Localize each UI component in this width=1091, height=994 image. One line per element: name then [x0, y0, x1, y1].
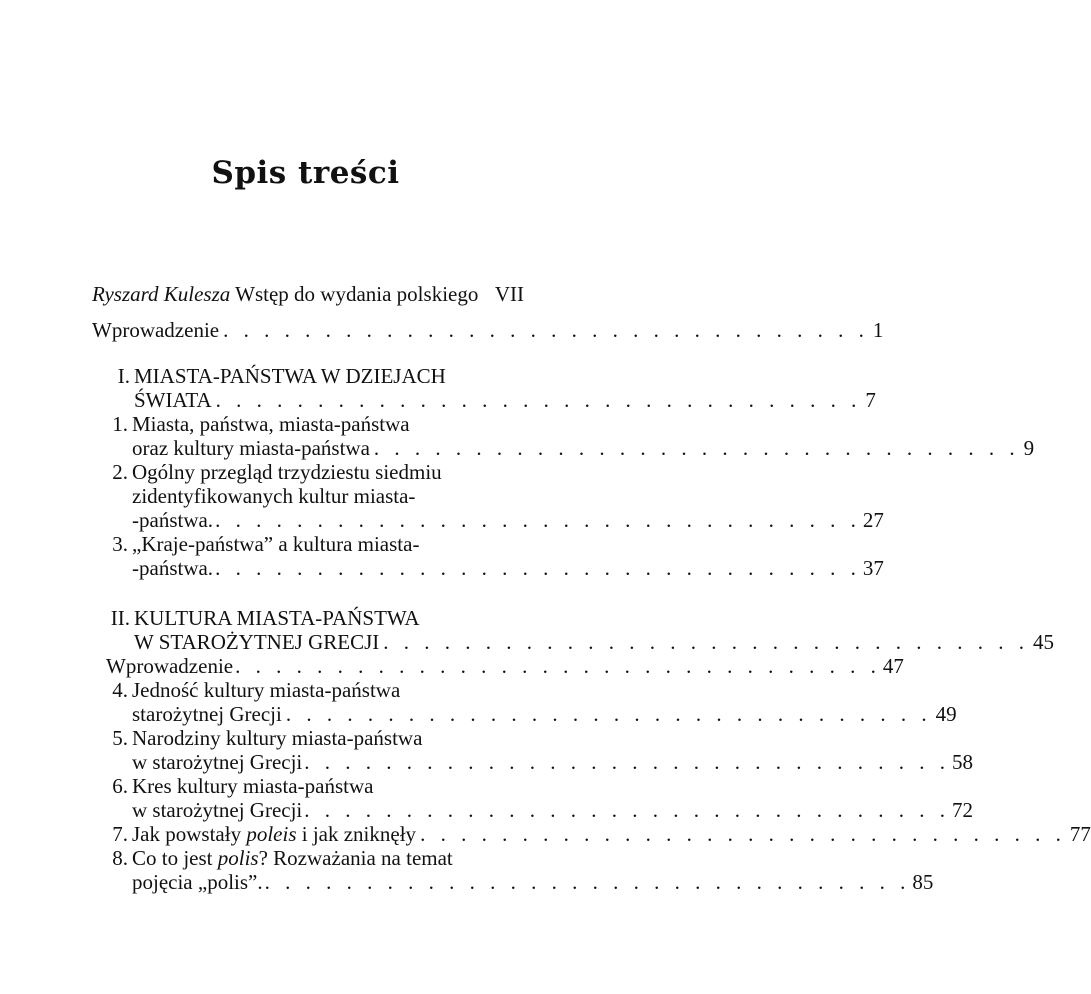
dot-leader: . . . . . . . . . . . . . . . . . . . . . . . . . . . . . . . .: [285, 702, 932, 726]
toc-chapter-6[interactable]: [92, 774, 974, 822]
chapter-number: 8.: [112, 846, 128, 870]
page-number: VII: [494, 282, 524, 306]
part-title-line2: W STAROŻYTNEJ GRECJI: [134, 630, 380, 654]
chapter-title-line: Narodziny kultury miasta-państwa: [132, 726, 423, 750]
foreword-author: Ryszard Kulesza: [92, 282, 231, 306]
toc-entry-introduction[interactable]: [92, 318, 884, 342]
chapter-number: 7.: [112, 822, 128, 846]
part-title-line1: KULTURA MIASTA-PAŃSTWA: [134, 606, 420, 630]
chapter-title-line: Kres kultury miasta-państwa: [132, 774, 374, 798]
dot-leader: . . . . . . . . . . . . . . . . . . . . . . . . . . . . . . . .: [215, 388, 862, 412]
part-numeral: II.: [110, 606, 130, 630]
chapter-title-line: Ogólny przegląd trzydziestu siedmiu: [132, 460, 442, 484]
dot-leader: . . . . . . . . . . . . . . . . . . . . . . . . . . . . . . . .: [420, 822, 1066, 846]
chapter-title-line: -państwa.: [132, 556, 214, 580]
toc-chapter-1[interactable]: [92, 412, 1035, 460]
chapter-title-line: Miasta, państwa, miasta-państwa: [132, 412, 410, 436]
chapter-title-line: „Kraje-państwa” a kultura miasta-: [132, 532, 420, 556]
page-number: 72: [952, 798, 974, 822]
page-number: 85: [912, 870, 934, 894]
chapter-number: 1.: [112, 412, 128, 436]
dot-leader: . . . . . . . . . . . . . . . . . . . . . . . . . . . . . . . .: [264, 870, 911, 894]
table-of-contents: [92, 282, 1091, 894]
page-number: 77: [1069, 822, 1091, 846]
chapter-title-line: pojęcia „polis”.: [132, 870, 263, 894]
toc-part-2[interactable]: [92, 606, 1055, 654]
chapter-number: 4.: [112, 678, 128, 702]
chapter-title-italic: poleis: [246, 822, 297, 846]
chapter-number: 6.: [112, 774, 128, 798]
page-number: 45: [1033, 630, 1055, 654]
chapter-title-part: Jak powstały: [132, 822, 247, 846]
dot-leader: . . . . . . . . . . . . . . . . . . . . . . . . . . . . . . . .: [373, 436, 1020, 460]
chapter-title-line: oraz kultury miasta-państwa: [132, 436, 370, 460]
page-number: 58: [952, 750, 974, 774]
chapter-title-line: w starożytnej Grecji: [132, 798, 303, 822]
page-number: 37: [862, 556, 884, 580]
chapter-title-line: starożytnej Grecji: [132, 702, 282, 726]
chapter-number: 5.: [112, 726, 128, 750]
dot-leader: . . . . . . . . . . . . . . . . . . . . . . . . . . . . . . . .: [215, 508, 861, 532]
chapter-title-part: Co to jest: [132, 846, 218, 870]
toc-part-1[interactable]: [92, 364, 876, 412]
entry-title: Wprowadzenie: [92, 318, 220, 342]
toc-chapter-5[interactable]: [92, 726, 974, 774]
page-number: 1: [872, 318, 884, 342]
chapter-number: 2.: [112, 460, 128, 484]
part-title-line2: ŚWIATA: [134, 388, 212, 412]
page-title: Spis treści: [211, 155, 400, 191]
page-number: 49: [935, 702, 957, 726]
foreword-title: Wstęp do wydania polskiego: [235, 282, 479, 306]
chapter-title-italic: polis: [217, 846, 259, 870]
dot-leader: . . . . . . . . . . . . . . . . . . . . . . . . . . . . . . . .: [215, 556, 861, 580]
dot-leader: . . . . . . . . . . . . . . . . . . . . . . . . . . . . . . . .: [383, 630, 1030, 654]
chapter-title-line: Jedność kultury miasta-państwa: [132, 678, 401, 702]
toc-chapter-3[interactable]: [92, 532, 884, 580]
dot-leader: . . . . . . . . . . . . . . . . . . . . . . . . . . . . . . . .: [223, 318, 869, 342]
page-number: 27: [862, 508, 884, 532]
dot-leader: . . . . . . . . . . . . . . . . . . . . . . . . . . . . . . . .: [304, 798, 951, 822]
chapter-title-part: ? Rozważania na temat: [258, 846, 453, 870]
entry-title: Wprowadzenie: [106, 654, 234, 678]
page-number: 9: [1023, 436, 1035, 460]
chapter-title-line: zidentyfikowanych kultur miasta-: [132, 484, 416, 508]
toc-chapter-4[interactable]: [92, 678, 957, 726]
part-numeral: I.: [117, 364, 130, 388]
dot-leader: . . . . . . . . . . . . . . . . . . . . . . . . . . . . . . . .: [304, 750, 951, 774]
chapter-title-line: -państwa.: [132, 508, 214, 532]
chapter-number: 3.: [112, 532, 128, 556]
dot-leader: . . . . . . . . . . . . . . . . . . . . . . . . . . . . . . . .: [235, 654, 881, 678]
chapter-title-part: i jak zniknęły: [296, 822, 417, 846]
part-title-line1: MIASTA-PAŃSTWA W DZIEJACH: [134, 364, 446, 388]
toc-chapter-8[interactable]: [92, 846, 934, 894]
toc-entry-part2-introduction[interactable]: [92, 654, 904, 678]
page-number: 47: [882, 654, 904, 678]
toc-chapter-2[interactable]: [92, 460, 884, 532]
chapter-title-line: w starożytnej Grecji: [132, 750, 303, 774]
page-number: 7: [865, 388, 876, 412]
toc-entry-foreword[interactable]: [92, 282, 524, 306]
toc-chapter-7[interactable]: [92, 822, 1091, 846]
